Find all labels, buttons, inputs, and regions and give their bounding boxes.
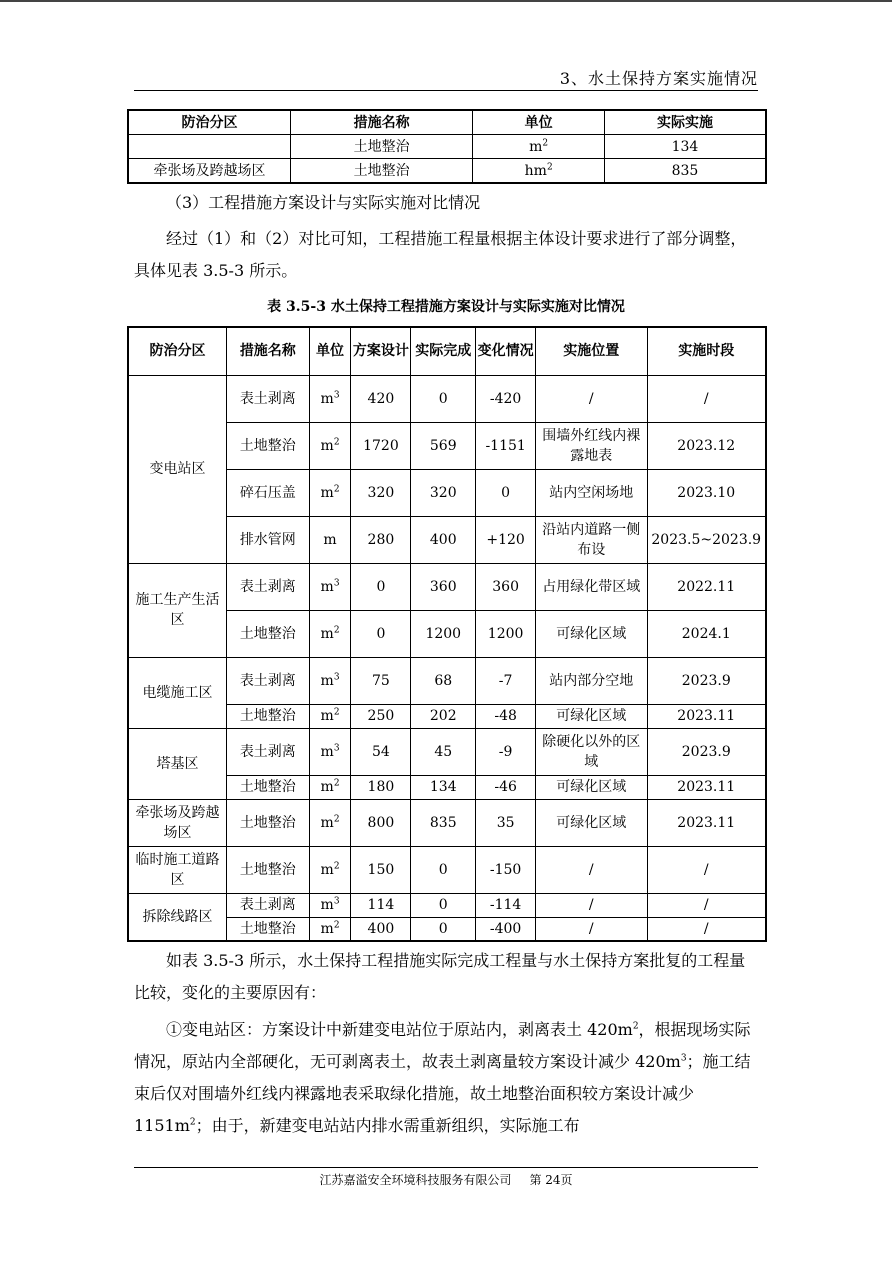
period-cell: 2023.11 xyxy=(647,775,766,799)
plan-cell: 800 xyxy=(351,799,411,846)
plan-cell: 150 xyxy=(351,846,411,893)
period-cell: 2022.11 xyxy=(647,563,766,610)
plan-cell: 1720 xyxy=(351,422,411,469)
header-change: 变化情况 xyxy=(476,327,536,375)
location-cell: 可绿化区域 xyxy=(536,799,647,846)
actual-cell: 0 xyxy=(411,917,476,941)
footer-company: 江苏嘉溢安全环境科技服务有限公司 xyxy=(319,1173,512,1187)
plan-cell: 180 xyxy=(351,775,411,799)
zone-cell: 塔基区 xyxy=(128,728,227,799)
change-cell: -48 xyxy=(476,704,536,728)
actual-cell: 400 xyxy=(411,516,476,563)
zone-cell: 施工生产生活区 xyxy=(128,563,227,657)
change-cell: -114 xyxy=(476,893,536,917)
plan-cell: 420 xyxy=(351,375,411,422)
unit-cell: $m^3$ xyxy=(309,728,351,775)
table-row xyxy=(128,893,766,917)
measure-cell: 土地整治 xyxy=(227,704,310,728)
measures-table-continued xyxy=(127,109,767,184)
footer-rule xyxy=(134,1167,758,1168)
unit-cell: $m^3$ xyxy=(309,375,351,422)
header-measure: 措施名称 xyxy=(227,327,310,375)
period-cell: 2023.9 xyxy=(647,657,766,704)
change-cell: +120 xyxy=(476,516,536,563)
actual-cell: 1200 xyxy=(411,610,476,657)
header-zone: 防治分区 xyxy=(128,327,227,375)
plan-cell: 75 xyxy=(351,657,411,704)
location-cell: 除硬化以外的区域 xyxy=(536,728,647,775)
change-cell: 360 xyxy=(476,563,536,610)
location-cell: / xyxy=(536,846,647,893)
location-cell: 围墙外红线内裸露地表 xyxy=(536,422,647,469)
measure-cell: 土地整治 xyxy=(227,422,310,469)
table-row xyxy=(128,375,766,422)
actual-cell: 569 xyxy=(411,422,476,469)
actual-cell: 0 xyxy=(411,846,476,893)
page-header-title: 3、水土保持方案实施情况 xyxy=(559,69,758,88)
period-cell: 2023.11 xyxy=(647,799,766,846)
unit-cell: $m^3$ xyxy=(309,893,351,917)
section-heading: （3）工程措施方案设计与实际实施对比情况 xyxy=(166,193,481,212)
actual-cell: 68 xyxy=(411,657,476,704)
change-cell: -46 xyxy=(476,775,536,799)
unit-cell: $m^2$ xyxy=(473,135,605,159)
measure-cell: 表土剥离 xyxy=(227,563,310,610)
table-row xyxy=(128,135,766,159)
unit-cell: $m^2$ xyxy=(309,469,351,516)
plan-cell: 280 xyxy=(351,516,411,563)
measure-cell: 表土剥离 xyxy=(227,375,310,422)
actual-cell: 202 xyxy=(411,704,476,728)
location-cell: / xyxy=(536,375,647,422)
measure-cell: 土地整治 xyxy=(227,917,310,941)
period-cell: / xyxy=(647,375,766,422)
change-cell: 1200 xyxy=(476,610,536,657)
table-row xyxy=(128,846,766,893)
zone-cell: 临时施工道路区 xyxy=(128,846,227,893)
zone-cell: 牵张场及跨越场区 xyxy=(128,799,227,846)
period-cell: / xyxy=(647,846,766,893)
measure-cell: 土地整治 xyxy=(227,799,310,846)
footer-page-number: 第 24页 xyxy=(529,1173,573,1187)
measure-cell: 土地整治 xyxy=(227,610,310,657)
actual-cell: 0 xyxy=(411,893,476,917)
plan-cell: 400 xyxy=(351,917,411,941)
period-cell: 2023.9 xyxy=(647,728,766,775)
table-row xyxy=(128,728,766,775)
unit-cell: $m^2$ xyxy=(309,775,351,799)
location-cell: 占用绿化带区域 xyxy=(536,563,647,610)
location-cell: 站内部分空地 xyxy=(536,657,647,704)
change-cell: -420 xyxy=(476,375,536,422)
plan-cell: 320 xyxy=(351,469,411,516)
actual-cell: 0 xyxy=(411,375,476,422)
header-location: 实施位置 xyxy=(536,327,647,375)
measure-cell: 表土剥离 xyxy=(227,728,310,775)
period-cell: 2023.12 xyxy=(647,422,766,469)
table-row xyxy=(128,657,766,704)
page-top-border xyxy=(0,0,892,2)
location-cell: 沿站内道路一侧布设 xyxy=(536,516,647,563)
plan-cell: 114 xyxy=(351,893,411,917)
paragraph-summary: 如表 3.5-3 所示，水土保持工程措施实际完成工程量与水土保持方案批复的工程量比较，变化的主要原因有： xyxy=(134,951,746,1002)
unit-cell: $m^2$ xyxy=(309,799,351,846)
plan-cell: 250 xyxy=(351,704,411,728)
measure-cell: 排水管网 xyxy=(227,516,310,563)
paragraph-reason-1: ①变电站区：方案设计中新建变电站位于原站内，剥离表土 $420m^2$，根据现场实际情况，原站内全部硬化，无可剥离表土，故表土剥离量较方案设计减少 $420m^3$；施工结束后仅对围墙外红线内裸露地表采取绿化措施，故土地整治面积较方案设计减少 $1151m^2$；由于，新建变电站站内排水需重新组织，实际施工布 xyxy=(134,1020,751,1135)
unit-cell: $m^3$ xyxy=(309,563,351,610)
location-cell: 可绿化区域 xyxy=(536,704,647,728)
unit-cell: $m^2$ xyxy=(309,704,351,728)
plan-cell: 0 xyxy=(351,610,411,657)
unit-cell: $hm^2$ xyxy=(473,159,605,184)
plan-cell: 0 xyxy=(351,563,411,610)
header-cell: 实际实施 xyxy=(604,110,766,135)
header-cell: 措施名称 xyxy=(290,110,472,135)
header-cell: 防治分区 xyxy=(128,110,290,135)
period-cell: / xyxy=(647,917,766,941)
period-cell: 2024.1 xyxy=(647,610,766,657)
actual-cell: 835 xyxy=(411,799,476,846)
header-plan: 方案设计 xyxy=(351,327,411,375)
header-cell: 单位 xyxy=(473,110,605,135)
actual-cell: 134 xyxy=(411,775,476,799)
table-row xyxy=(128,563,766,610)
unit-cell: $m^2$ xyxy=(309,917,351,941)
change-cell: 0 xyxy=(476,469,536,516)
period-cell: / xyxy=(647,893,766,917)
value-cell: 835 xyxy=(604,159,766,184)
measure-cell: 土地整治 xyxy=(290,159,472,184)
change-cell: -9 xyxy=(476,728,536,775)
location-cell: 可绿化区域 xyxy=(536,775,647,799)
zone-cell: 变电站区 xyxy=(128,375,227,563)
change-cell: -1151 xyxy=(476,422,536,469)
actual-cell: 360 xyxy=(411,563,476,610)
table-header-row xyxy=(128,110,766,135)
period-cell: 2023.5~2023.9 xyxy=(647,516,766,563)
measure-cell: 表土剥离 xyxy=(227,657,310,704)
unit-cell: $m^3$ xyxy=(309,657,351,704)
zone-cell xyxy=(128,135,290,159)
location-cell: 可绿化区域 xyxy=(536,610,647,657)
measure-cell: 碎石压盖 xyxy=(227,469,310,516)
location-cell: / xyxy=(536,917,647,941)
unit-cell: $m^2$ xyxy=(309,610,351,657)
unit-cell: $m^2$ xyxy=(309,846,351,893)
change-cell: -400 xyxy=(476,917,536,941)
table-header-row xyxy=(128,327,766,375)
unit-cell: m xyxy=(309,516,351,563)
plan-cell: 54 xyxy=(351,728,411,775)
actual-cell: 45 xyxy=(411,728,476,775)
measure-cell: 土地整治 xyxy=(227,775,310,799)
header-unit: 单位 xyxy=(309,327,351,375)
zone-cell: 拆除线路区 xyxy=(128,893,227,941)
measure-cell: 土地整治 xyxy=(227,846,310,893)
table-caption: 表 3.5-3 水土保持工程措施方案设计与实际实施对比情况 xyxy=(267,299,625,315)
table-row xyxy=(128,799,766,846)
measure-cell: 土地整治 xyxy=(290,135,472,159)
actual-cell: 320 xyxy=(411,469,476,516)
period-cell: 2023.10 xyxy=(647,469,766,516)
location-cell: / xyxy=(536,893,647,917)
header-rule xyxy=(134,90,758,91)
header-actual: 实际完成 xyxy=(411,327,476,375)
header-period: 实施时段 xyxy=(647,327,766,375)
unit-cell: $m^2$ xyxy=(309,422,351,469)
location-cell: 站内空闲场地 xyxy=(536,469,647,516)
change-cell: -150 xyxy=(476,846,536,893)
table-row xyxy=(128,159,766,184)
page-footer xyxy=(134,1171,758,1188)
zone-cell: 电缆施工区 xyxy=(128,657,227,728)
paragraph-intro: 经过（1）和（2）对比可知，工程措施工程量根据主体设计要求进行了部分调整，具体见表 3.5-3 所示。 xyxy=(134,229,747,280)
period-cell: 2023.11 xyxy=(647,704,766,728)
change-cell: -7 xyxy=(476,657,536,704)
change-cell: 35 xyxy=(476,799,536,846)
comparison-table xyxy=(127,326,767,942)
zone-cell: 牵张场及跨越场区 xyxy=(128,159,290,184)
value-cell: 134 xyxy=(604,135,766,159)
measure-cell: 表土剥离 xyxy=(227,893,310,917)
